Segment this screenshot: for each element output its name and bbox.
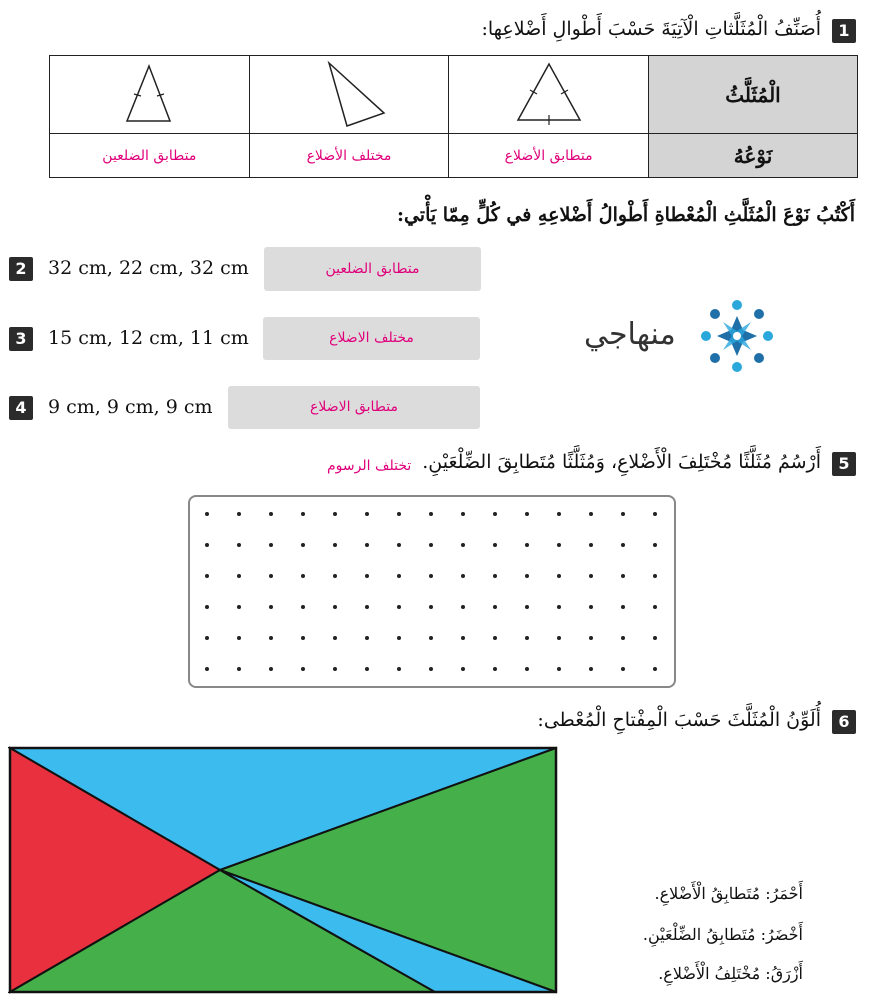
grid-dot: [269, 543, 273, 547]
grid-dot: [653, 512, 657, 516]
question-5-number: 5: [832, 452, 856, 476]
grid-dot: [525, 574, 529, 578]
grid-dot: [365, 543, 369, 547]
isosceles-triangle-figure: [89, 58, 209, 128]
grid-dot: [589, 574, 593, 578]
grid-dot: [365, 512, 369, 516]
question-4-number: 4: [9, 396, 33, 420]
question-6-text: أُلَوِّنُ الْمُثَلَّثَ حَسْبَ الْمِفْتاحِ الْمُعْطى:: [537, 709, 821, 731]
grid-dot: [237, 512, 241, 516]
grid-dot: [653, 574, 657, 578]
grid-dot: [621, 512, 625, 516]
grid-dot: [333, 543, 337, 547]
question-2-measures: 32 cm, 22 cm, 32 cm: [48, 257, 249, 279]
dot-grid[interactable]: [188, 495, 676, 688]
grid-dot: [493, 574, 497, 578]
grid-dot: [461, 512, 465, 516]
grid-dot: [301, 512, 305, 516]
grid-dot: [429, 667, 433, 671]
grid-dot: [429, 574, 433, 578]
grid-dot: [621, 667, 625, 671]
grid-dot: [461, 605, 465, 609]
grid-dot: [653, 636, 657, 640]
question-5-answer: تختلف الرسوم: [327, 458, 412, 474]
grid-dot: [301, 543, 305, 547]
grid-dot: [621, 605, 625, 609]
grid-dot: [589, 605, 593, 609]
grid-dot: [621, 574, 625, 578]
grid-dot: [269, 605, 273, 609]
question-1-text: أُصَنِّفُ الْمُثَلَّثاتِ الْآتِيَةَ حَسْبَ أَطْوالِ أَضْلاعِها:: [481, 18, 821, 40]
grid-dot: [493, 512, 497, 516]
instruction-text: أَكْتُبُ نَوْعَ الْمُثَلَّثِ الْمُعْطاةِ أَطْوالُ أَضْلاعِهِ في كُلٍّ مِمّا يَأْتي:: [396, 204, 855, 226]
grid-dot: [461, 667, 465, 671]
grid-dot: [525, 667, 529, 671]
logo-text: منهاجي: [584, 317, 676, 352]
colored-triangles-figure: [8, 745, 560, 995]
grid-dot: [237, 574, 241, 578]
grid-dot: [269, 636, 273, 640]
grid-dot: [557, 512, 561, 516]
grid-dot: [429, 605, 433, 609]
question-6-number: 6: [832, 710, 856, 734]
grid-dot: [525, 605, 529, 609]
answer-cell-3: متطابق الأضلاع: [449, 134, 649, 178]
equilateral-triangle-figure: [489, 58, 609, 128]
question-4-measures: 9 cm, 9 cm, 9 cm: [48, 396, 213, 418]
grid-dot: [589, 667, 593, 671]
question-4-answer: متطابق الاضلاع: [228, 386, 480, 429]
key-blue: أَزْرَقُ: مُخْتَلِفُ الْأَضْلاعِ.: [658, 964, 803, 983]
grid-dot: [621, 636, 625, 640]
grid-dot: [397, 636, 401, 640]
question-5-text: أَرْسُمُ مُثَلَّثًا مُخْتَلِفَ الْأَضْلاعِ، وَمُثَلَّثًا مُتَطابِقَ الضِّلْعَيْنِ.: [422, 451, 821, 473]
grid-dot: [493, 667, 497, 671]
answer-cell-1: متطابق الضلعين: [50, 134, 250, 178]
grid-dot: [333, 574, 337, 578]
grid-dot: [653, 605, 657, 609]
grid-dot: [365, 574, 369, 578]
grid-dot: [589, 636, 593, 640]
grid-dot: [301, 574, 305, 578]
grid-dot: [365, 667, 369, 671]
grid-dot: [557, 667, 561, 671]
grid-dot: [557, 574, 561, 578]
grid-dot: [205, 574, 209, 578]
grid-dot: [621, 543, 625, 547]
grid-dot: [205, 636, 209, 640]
question-2-answer: متطابق الضلعين: [264, 247, 481, 291]
grid-dot: [653, 543, 657, 547]
question-1-number: 1: [832, 19, 856, 43]
answer-cell-2: مختلف الأضلاع: [249, 134, 449, 178]
triangle-cell-isosceles: [50, 56, 250, 134]
question-3-answer: مختلف الاضلاع: [263, 317, 480, 360]
grid-dot: [429, 543, 433, 547]
grid-dot: [429, 636, 433, 640]
question-2-number: 2: [9, 257, 33, 281]
manhaji-logo-icon: [694, 293, 780, 379]
grid-dot: [333, 667, 337, 671]
grid-dot: [269, 574, 273, 578]
grid-dot: [301, 605, 305, 609]
grid-dot: [237, 605, 241, 609]
grid-dot: [237, 543, 241, 547]
grid-dot: [333, 636, 337, 640]
grid-dot: [237, 667, 241, 671]
grid-dot: [461, 636, 465, 640]
grid-dot: [301, 636, 305, 640]
grid-dot: [397, 605, 401, 609]
logo: [584, 293, 784, 379]
grid-dot: [461, 543, 465, 547]
grid-dot: [397, 543, 401, 547]
grid-dot: [525, 512, 529, 516]
triangles-table: [49, 55, 858, 178]
grid-dot: [205, 667, 209, 671]
grid-dot: [333, 605, 337, 609]
grid-dot: [653, 667, 657, 671]
key-red: أَحْمَرُ: مُتَطابِقُ الْأَضْلاعِ.: [654, 884, 803, 903]
grid-dot: [205, 512, 209, 516]
question-3-measures: 15 cm, 12 cm, 11 cm: [48, 327, 249, 349]
grid-dot: [493, 636, 497, 640]
grid-dot: [461, 574, 465, 578]
table-header-triangle: الْمُثَلَّثُ: [649, 56, 858, 134]
grid-dot: [397, 574, 401, 578]
table-header-type: نَوْعُهُ: [649, 134, 858, 178]
grid-dot: [365, 605, 369, 609]
triangle-cell-scalene: [249, 56, 449, 134]
grid-dot: [237, 636, 241, 640]
grid-dot: [301, 667, 305, 671]
grid-dot: [333, 512, 337, 516]
grid-dot: [493, 605, 497, 609]
triangle-cell-equilateral: [449, 56, 649, 134]
question-3-number: 3: [9, 327, 33, 351]
grid-dot: [365, 636, 369, 640]
grid-dot: [397, 512, 401, 516]
dot-grid-dots: [190, 497, 674, 686]
grid-dot: [269, 512, 273, 516]
grid-dot: [589, 512, 593, 516]
key-green: أَخْضَرُ: مُتَطابِقُ الضِّلْعَيْنِ.: [642, 925, 803, 944]
grid-dot: [429, 512, 433, 516]
grid-dot: [557, 543, 561, 547]
grid-dot: [557, 636, 561, 640]
grid-dot: [525, 636, 529, 640]
grid-dot: [205, 605, 209, 609]
grid-dot: [397, 667, 401, 671]
grid-dot: [589, 543, 593, 547]
scalene-triangle-figure: [289, 58, 409, 128]
grid-dot: [525, 543, 529, 547]
grid-dot: [493, 543, 497, 547]
grid-dot: [269, 667, 273, 671]
grid-dot: [557, 605, 561, 609]
grid-dot: [205, 543, 209, 547]
